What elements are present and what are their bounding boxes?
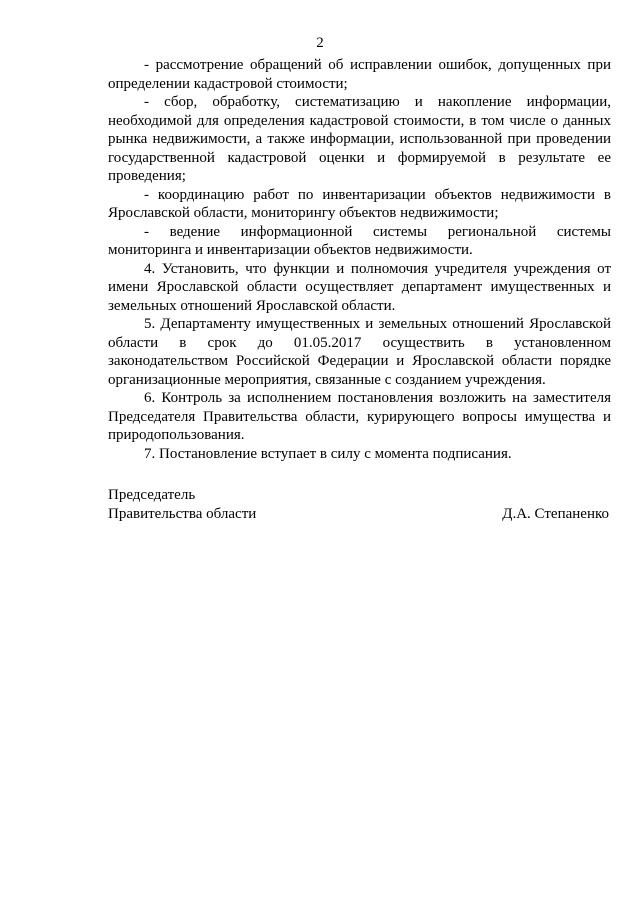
paragraph-item-6: 6. Контроль за исполнением постановления возложить на заместителя Председателя Правительства области, курирующего вопросы имущества и природопользования. <box>108 390 611 443</box>
page-number: 2 <box>316 35 324 51</box>
signature-block <box>108 486 611 524</box>
paragraph-item-4: 4. Установить, что функции и полномочия учредителя учреждения от имени Ярославской области осуществляет департамент имущественных и земельных отношений Ярославской области. <box>108 260 611 314</box>
paragraph-bullet-review-appeals: - рассмотрение обращений об исправлении ошибок, допущенных при определении кадастровой стоимости; <box>108 57 611 92</box>
signature-title-line1: Председатель <box>108 487 196 503</box>
signature-row <box>108 505 611 524</box>
paragraph-bullet-coordination: - координацию работ по инвентаризации объектов недвижимости в Ярославской области, мониторингу объектов недвижимости; <box>108 186 611 221</box>
signatory-name: Д.А. Степаненко <box>502 506 609 522</box>
document-body <box>108 56 611 463</box>
paragraph-item-5: 5. Департаменту имущественных и земельных отношений Ярославской области в срок до 01.05.2017 осуществить в установленном законодательством Российской Федерации и Ярославской области порядке организационные мероприятия, связанные с созданием учреждения. <box>108 316 611 388</box>
paragraph-item-7: 7. Постановление вступает в силу с момента подписания. <box>144 445 512 462</box>
paragraph-bullet-info-system: - ведение информационной системы региональной системы мониторинга и инвентаризации объектов недвижимости. <box>108 223 611 258</box>
signature-title-line2: Правительства области <box>108 506 257 522</box>
paragraph-bullet-collect-info: - сбор, обработку, систематизацию и накопление информации, необходимой для определения кадастровой стоимости, в том числе о данных рынка недвижимости, а также информации, использованной при проведении государственной кадастровой оценки и формируемой в результате ее проведения; <box>108 94 611 184</box>
